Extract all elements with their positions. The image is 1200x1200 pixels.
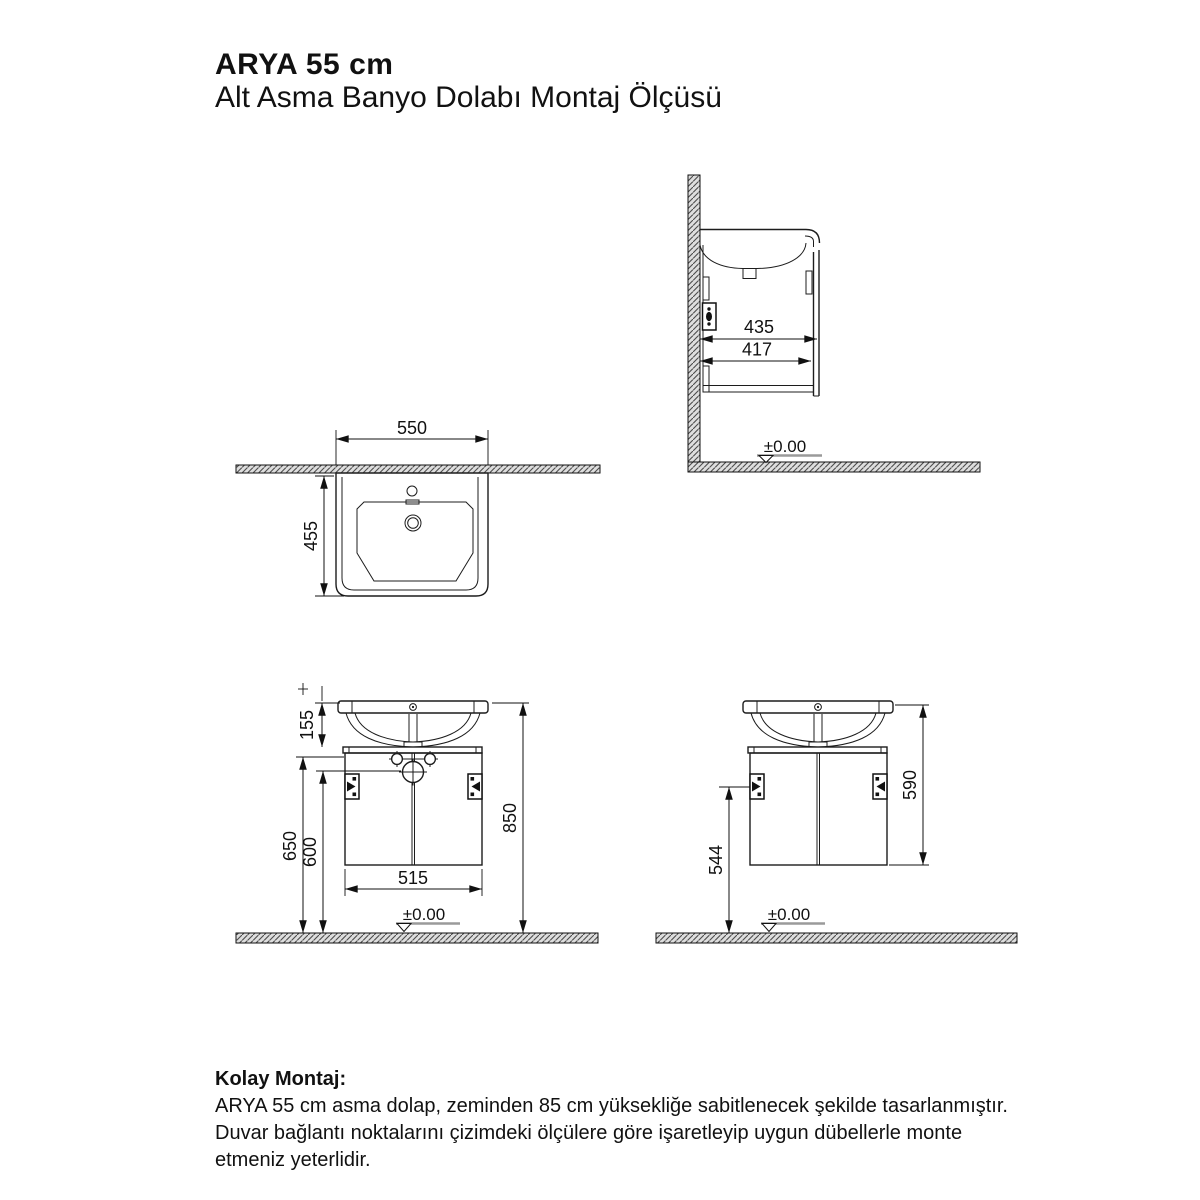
front-view-left-drawing [236,683,598,943]
top-view-drawing [236,418,600,596]
notes-line: ARYA 55 cm asma dolap, zeminden 85 cm yüksekliğe sabitlenecek şekilde tasarlanmıştır. [215,1095,1008,1117]
dim-cabinet-width [345,868,482,896]
dim-label-650: 650 [280,830,300,862]
level-label: ±0.00 [763,437,807,456]
dim-label-515: 515 [397,868,429,888]
side-view-drawing [688,175,980,472]
dim-cabinet-height [889,705,929,865]
dim-label-417: 417 [741,339,773,360]
dim-label-435: 435 [743,317,775,337]
dim-label-850: 850 [500,802,520,834]
page-subtitle: Alt Asma Banyo Dolabı Montaj Ölçüsü [215,81,722,114]
notes-line: Duvar bağlantı noktalarını çizimdeki ölçülere göre işaretleyip uygun dübellerle monte [215,1122,963,1144]
dim-label-550: 550 [396,418,428,438]
level-label-left: ±0.00 [402,905,446,924]
wall-hatch-top [236,465,600,473]
notes-heading: Kolay Montaj: [215,1068,347,1090]
mounting-notes [215,1066,1025,1174]
dim-sink-height [297,683,340,747]
floor-level-mark [757,437,822,463]
dim-depth-inner [700,340,811,362]
notes-line: etmeniz yeterlidir. [215,1149,371,1171]
dim-depth-total [700,317,817,339]
level-label-right: ±0.00 [767,905,811,924]
dim-label-600: 600 [300,836,320,868]
floor-hatch-left [236,933,598,943]
dim-total-height [492,703,529,933]
floor-hatch [688,462,980,472]
dim-width [336,418,488,465]
floor-hatch-right [656,933,1017,943]
dim-bracket-height [706,787,750,933]
dim-label-455: 455 [301,520,321,552]
front-view-right-drawing [656,701,1017,943]
floor-level-mark-right [761,905,825,932]
floor-level-mark-left [396,905,460,932]
wall-bracket-detail [703,303,717,330]
dim-label-544: 544 [706,844,726,876]
dim-label-590: 590 [900,769,920,801]
dim-label-155: 155 [297,709,317,741]
product-title: ARYA 55 cm [215,48,394,81]
plumbing-detail [389,751,438,786]
wall-hatch [688,175,700,472]
